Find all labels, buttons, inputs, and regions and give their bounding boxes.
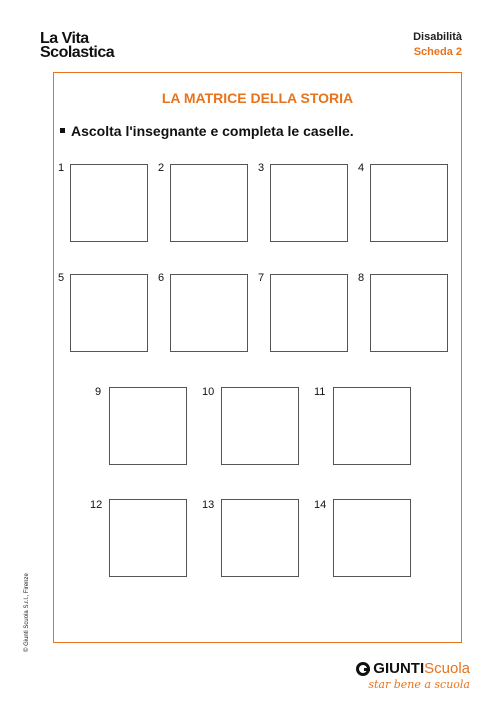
answer-box[interactable] [270,274,348,352]
answer-box[interactable] [221,499,299,577]
box-number: 8 [358,272,365,284]
publisher-g-icon [356,662,370,676]
answer-box[interactable] [370,274,448,352]
answer-box[interactable] [221,387,299,465]
box-number: 4 [358,162,365,174]
category-label: Disabilità [413,31,462,43]
publisher-name-2: Scuola [424,660,470,677]
answer-box[interactable] [70,164,148,242]
publisher-name-1: GIUNTI [373,660,425,677]
box-number: 2 [158,162,165,174]
publisher-logo [356,660,470,677]
box-number: 3 [258,162,265,174]
box-number: 10 [202,386,215,398]
box-number: 11 [314,386,326,398]
box-number: 7 [258,272,265,284]
box-number: 13 [202,499,215,511]
instruction-text: Ascolta l'insegnante e completa le caselle. [71,123,354,139]
answer-box[interactable] [170,164,248,242]
answer-box[interactable] [170,274,248,352]
box-number: 9 [95,386,102,398]
answer-box[interactable] [70,274,148,352]
box-number: 5 [58,272,65,284]
answer-box[interactable] [333,387,411,465]
sheet-label: Scheda 2 [413,46,462,58]
answer-box[interactable] [370,164,448,242]
answer-box[interactable] [333,499,411,577]
answer-box[interactable] [109,499,187,577]
worksheet-title: LA MATRICE DELLA STORIA [161,90,354,106]
publisher-tagline: star bene a scuola [368,678,470,691]
bullet-icon [60,128,65,133]
box-number: 12 [90,499,103,511]
copyright-notice: © Giunti Scuola S.r.l., Firenze [24,573,30,652]
answer-box[interactable] [109,387,187,465]
magazine-logo-line1: La Vita [40,30,89,47]
instruction [60,123,354,139]
box-number: 1 [58,162,65,174]
magazine-logo-line2: Scolastica [40,44,115,61]
box-number: 6 [158,272,165,284]
answer-box[interactable] [270,164,348,242]
box-number: 14 [314,499,327,511]
